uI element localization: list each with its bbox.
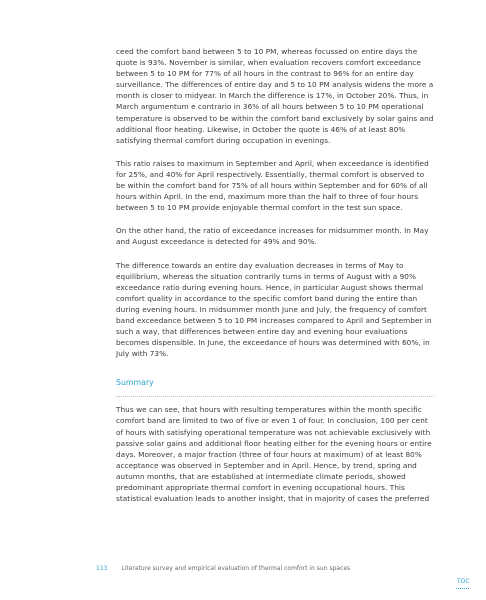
- main-text-column: [116, 46, 434, 516]
- body-paragraph-2: This ratio raises to maximum in September and April, when exceedance is identified for 25%, and 40% for April respectively. Essentially, thermal comfort is observed to be within the comfort band for 75% of all hours within September and for 60% of all hours within April. In the end, maximum more than the half to three of four hours between 5 to 10 PM provide enjoyable thermal comfort in the test sun space.: [116, 158, 429, 213]
- body-paragraph-4: The difference towards an entire day evaluation decreases in terms of May to equilibrium, whereas the situation contrarily turns in terms of August with a 90% exceedance ratio during evening hours. Hence, in particular August shows thermal comfort quality in accordance to the specific comfort band during the entire than during evening hours. In midsummer month June and July, the frequency of comfort band exceedance between 5 to 10 PM increases compared to April and September in such a way, that differences between entire day and evening hour evaluations becomes dispensible. In June, the exceedance of hours was determined with 60%, in July with 73%.: [116, 260, 432, 359]
- summary-heading: Summary: [116, 378, 154, 388]
- body-paragraph-3: On the other hand, the ratio of exceedance increases for midsummer month. In May and August exceedance is detected for 49% and 90%.: [116, 226, 429, 247]
- running-title: Literature survey and empirical evaluation of thermal comfort in sun spaces: [121, 565, 351, 572]
- summary-paragraph: Thus we can see, that hours with resulting temperatures within the month specific comfort band are limited to two of five or even 1 of four. In conclusion, 100 per cent of hours with satisfying operational temperature was not achievable exclusively with passive solar gains and additional floor heating either for the evening hours or entire days. Moreover, a major fraction (three of four hours at maximum) of at least 80% acceptance was observed in September and in April. Hence, by trend, spring and autumn months, that are established at intermediate climate periods, showed predominant appropriate thermal comfort in evening occupational hours. This statistical evaluation leads to another insight, that in majority of cases the preferred: [116, 405, 432, 504]
- page-footer: [96, 565, 350, 573]
- toc-link[interactable]: TOC: [457, 578, 470, 585]
- body-paragraph-1: ceed the comfort band between 5 to 10 PM, whereas focussed on entire days the quote is 93%. November is similar, when evaluation recovers comfort exceedance between 5 to 10 PM for 77% of all hours in the contrast to 96% for an entire day surveillance. The differences of entire day and 5 to 10 PM analysis widens the more a month is closer to midyear. In March the difference is 17%, in October 20%. Thus, in March argumentum e contrario in 36% of all hours between 5 to 10 PM operational temperature is observed to be within the comfort band exclusively by solar gains and additional floor heating. Likewise, in October the quote is 46% of at least 80% satisfying thermal comfort during occupation in evenings.: [116, 47, 434, 145]
- toc-underline: [456, 588, 469, 589]
- summary-divider: [116, 396, 434, 397]
- page-number: 113: [96, 565, 108, 572]
